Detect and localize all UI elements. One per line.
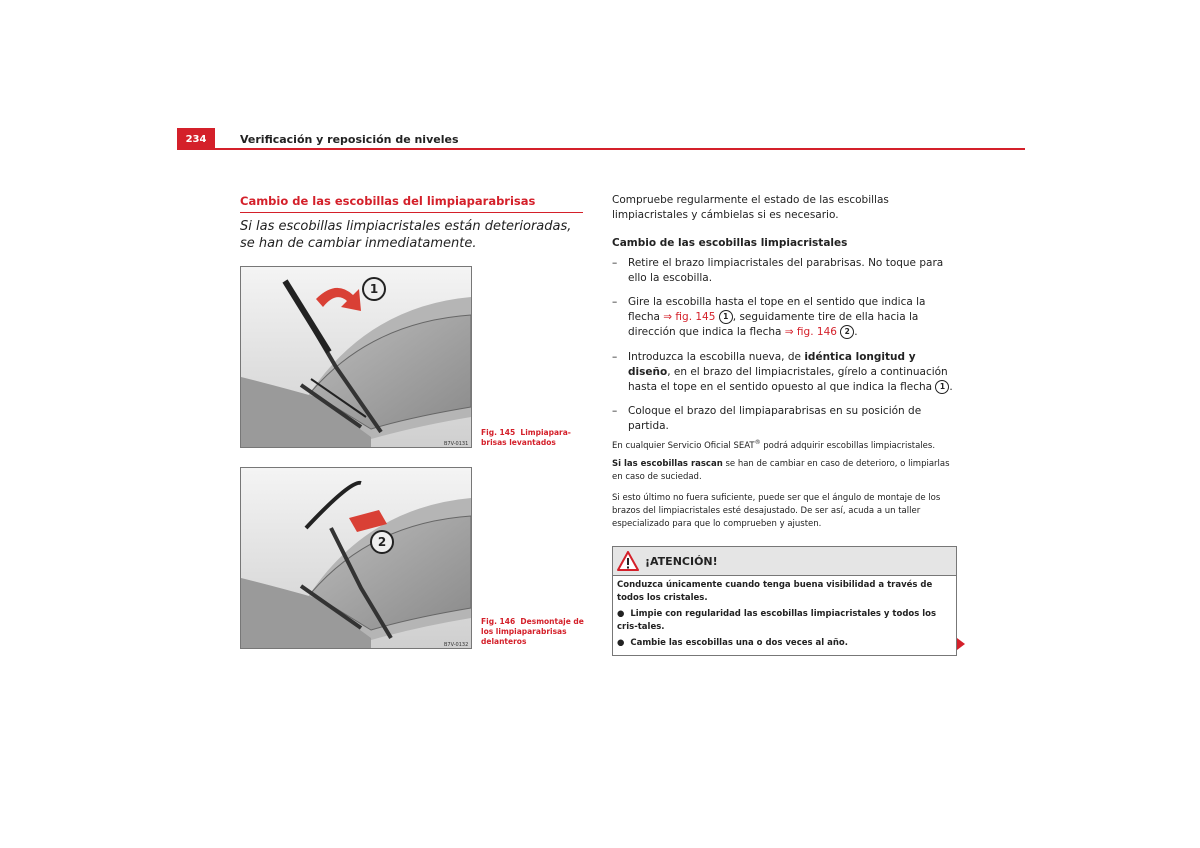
caption-number: Fig. 145 bbox=[481, 428, 516, 437]
note-2-text: se han de cambiar en caso de deterioro, o limpiarlas en caso de suciedad. bbox=[612, 459, 950, 482]
fig-146-link[interactable]: ⇒ fig. 146 bbox=[784, 326, 837, 338]
figure-145 bbox=[240, 266, 472, 448]
caption-text: Limpiapara-brisas levantados bbox=[481, 428, 571, 447]
page-number bbox=[177, 128, 215, 150]
step-3-text-c: . bbox=[949, 381, 953, 393]
figure-145-illustration bbox=[241, 267, 471, 447]
page-number-text: 234 bbox=[185, 133, 207, 145]
warning-item-1 bbox=[617, 608, 952, 634]
callout-ref-1: 1 bbox=[719, 310, 733, 324]
next-page-arrow-icon bbox=[957, 638, 965, 650]
warning-triangle-icon bbox=[617, 551, 639, 571]
dash: – bbox=[612, 351, 618, 363]
step-text bbox=[628, 350, 958, 395]
step-2-text-c: . bbox=[854, 326, 858, 338]
figure-145-caption bbox=[481, 428, 591, 448]
bullet: ● bbox=[617, 638, 625, 648]
step-3-text-b: , en el brazo del limpiacristales, gírelo a continuación hasta el tope en el sentido opuesto al que indica la flecha bbox=[628, 366, 948, 393]
step-2-text-b: , seguidamente tire de ella hacia la dirección que indica la flecha bbox=[628, 311, 919, 338]
note-angle: Si esto último no fuera suficiente, puede ser que el ángulo de montaje de los brazos del limpiacristales esté desajustado. De ser así, acuda a un taller especializado para que lo comprueben y ajusten. bbox=[612, 493, 941, 529]
step-3-bold: idéntica longitud y diseño bbox=[628, 351, 916, 378]
section-intro: Si las escobillas limpiacristales están deterioradas, se han de cambiar inmediatamente. bbox=[240, 219, 572, 251]
step-4 bbox=[612, 404, 958, 434]
callout-ref-1: 1 bbox=[935, 380, 949, 394]
figure-code: B7V-0132 bbox=[444, 642, 469, 648]
warning-box bbox=[612, 546, 957, 656]
note-2-bold: Si las escobillas rascan bbox=[612, 459, 723, 469]
warning-item-text: Limpie con regularidad las escobillas limpiacristales y todos los cris-tales. bbox=[617, 609, 937, 632]
step-text: Coloque el brazo del limpiaparabrisas en su posición de partida. bbox=[628, 405, 922, 432]
warning-text: Conduzca únicamente cuando tenga buena visibilidad a través de todos los cristales. bbox=[617, 580, 933, 603]
warning-header bbox=[613, 547, 956, 576]
note-1-text-a: En cualquier Servicio Oficial SEAT bbox=[612, 440, 755, 451]
paragraph-intro: Compruebe regularmente el estado de las escobillas limpiacristales y cámbielas si es necesario. bbox=[612, 194, 889, 221]
figure-146 bbox=[240, 467, 472, 649]
step-1 bbox=[612, 256, 958, 286]
registered-mark: ® bbox=[754, 439, 761, 446]
figure-146-illustration bbox=[241, 468, 471, 648]
note-service bbox=[612, 436, 958, 453]
callout-1: 1 bbox=[362, 277, 386, 301]
step-text: Retire el brazo limpiacristales del parabrisas. No toque para ello la escobilla. bbox=[628, 257, 944, 284]
dash: – bbox=[612, 296, 618, 308]
figure-146-caption bbox=[481, 617, 591, 647]
figure-code: B7V-0131 bbox=[444, 441, 469, 447]
note-1-text-b: podrá adquirir escobillas limpiacristales. bbox=[760, 440, 936, 451]
note-rascan bbox=[612, 458, 958, 484]
dash: – bbox=[612, 257, 618, 269]
subheading: Cambio de las escobillas limpiacristales bbox=[612, 237, 848, 249]
section-title: Cambio de las escobillas del limpiaparabrisas bbox=[240, 194, 583, 213]
dash: – bbox=[612, 405, 618, 417]
warning-title: ¡ATENCIÓN! bbox=[645, 554, 718, 568]
warning-item-2 bbox=[617, 637, 952, 650]
warning-body bbox=[613, 576, 956, 655]
callout-ref-2: 2 bbox=[840, 325, 854, 339]
step-text bbox=[628, 295, 958, 340]
step-2 bbox=[612, 295, 958, 340]
warning-item-text: Cambie las escobillas una o dos veces al año. bbox=[630, 638, 848, 648]
caption-text: Desmontaje de los limpiaparabrisas delanteros bbox=[481, 617, 584, 646]
fig-145-link[interactable]: ⇒ fig. 145 bbox=[663, 311, 716, 323]
caption-number: Fig. 146 bbox=[481, 617, 516, 626]
header-rule bbox=[177, 148, 1025, 150]
step-3-text-a: Introduzca la escobilla nueva, de bbox=[628, 351, 801, 363]
step-3 bbox=[612, 350, 958, 395]
chapter-title: Verificación y reposición de niveles bbox=[240, 133, 459, 146]
callout-2: 2 bbox=[370, 530, 394, 554]
bullet: ● bbox=[617, 609, 625, 619]
step-2-text-a: Gire la escobilla hasta el tope en el sentido que indica la flecha bbox=[628, 296, 926, 323]
